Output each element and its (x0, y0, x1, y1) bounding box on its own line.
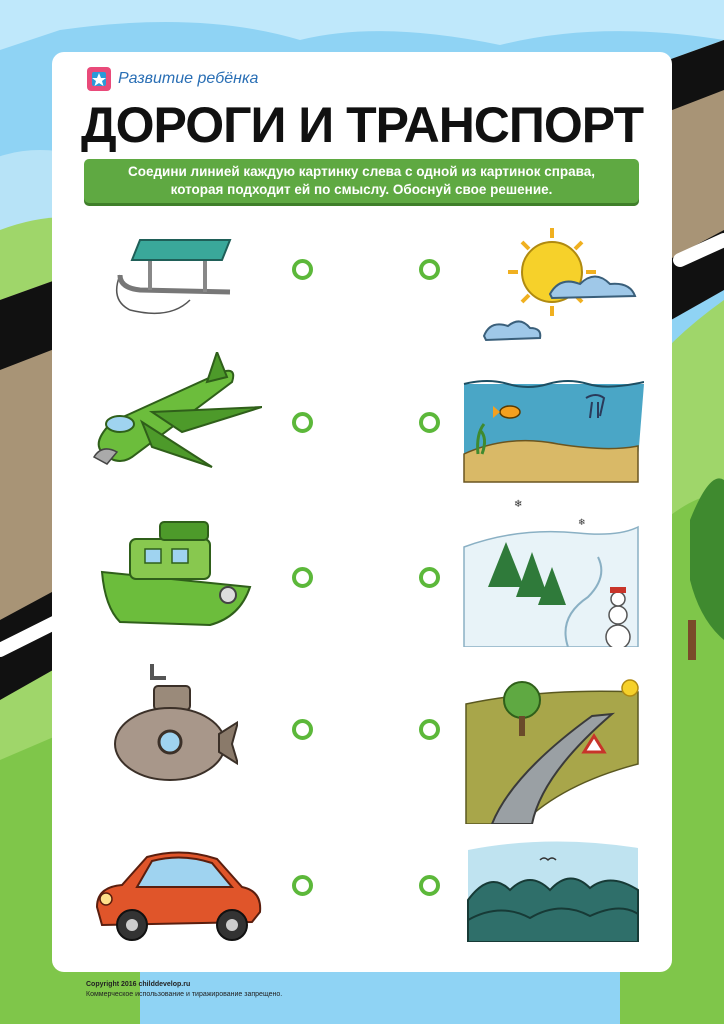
sled-picture (110, 230, 240, 315)
boat-picture (100, 517, 256, 627)
right-connector-dot-4[interactable] (419, 719, 440, 740)
instructions-banner (84, 159, 639, 203)
left-connector-dot-2[interactable] (292, 412, 313, 433)
svg-text:❄: ❄ (514, 499, 523, 510)
worksheet (52, 52, 672, 972)
road-picture (462, 664, 642, 824)
instructions-line-1: Соедини линией каждую картинку слева с одной из картинок справа, (127, 164, 596, 179)
brand-name: Развитие ребёнка (118, 70, 259, 87)
copyright-text: Copyright 2016 childdevelop.ru (86, 981, 191, 988)
right-connector-dot-5[interactable] (419, 875, 440, 896)
star-logo-icon (86, 66, 112, 92)
right-connector-dot-1[interactable] (419, 259, 440, 280)
svg-text:❄: ❄ (578, 518, 586, 528)
instructions-line-2: которая подходит ей по смыслу. Обоснуй свое решение. (170, 182, 553, 197)
right-connector-dot-3[interactable] (419, 567, 440, 588)
car-picture (92, 847, 264, 943)
left-connector-dot-1[interactable] (292, 259, 313, 280)
sunny-sky-picture (480, 224, 640, 346)
winter-landscape-picture (458, 497, 644, 647)
usage-notice: Коммерческое использование и тиражирование запрещено. (86, 991, 283, 998)
airplane-picture (92, 352, 262, 472)
left-connector-dot-5[interactable] (292, 875, 313, 896)
underwater-picture (458, 374, 644, 486)
submarine-picture (114, 664, 238, 790)
footer (86, 980, 282, 1000)
left-connector-dot-3[interactable] (292, 567, 313, 588)
left-connector-dot-4[interactable] (292, 719, 313, 740)
page-title: ДОРОГИ И ТРАНСПОРТ (81, 97, 643, 153)
sea-waves-picture (460, 830, 642, 942)
brand-logo[interactable] (86, 66, 258, 92)
right-connector-dot-2[interactable] (419, 412, 440, 433)
